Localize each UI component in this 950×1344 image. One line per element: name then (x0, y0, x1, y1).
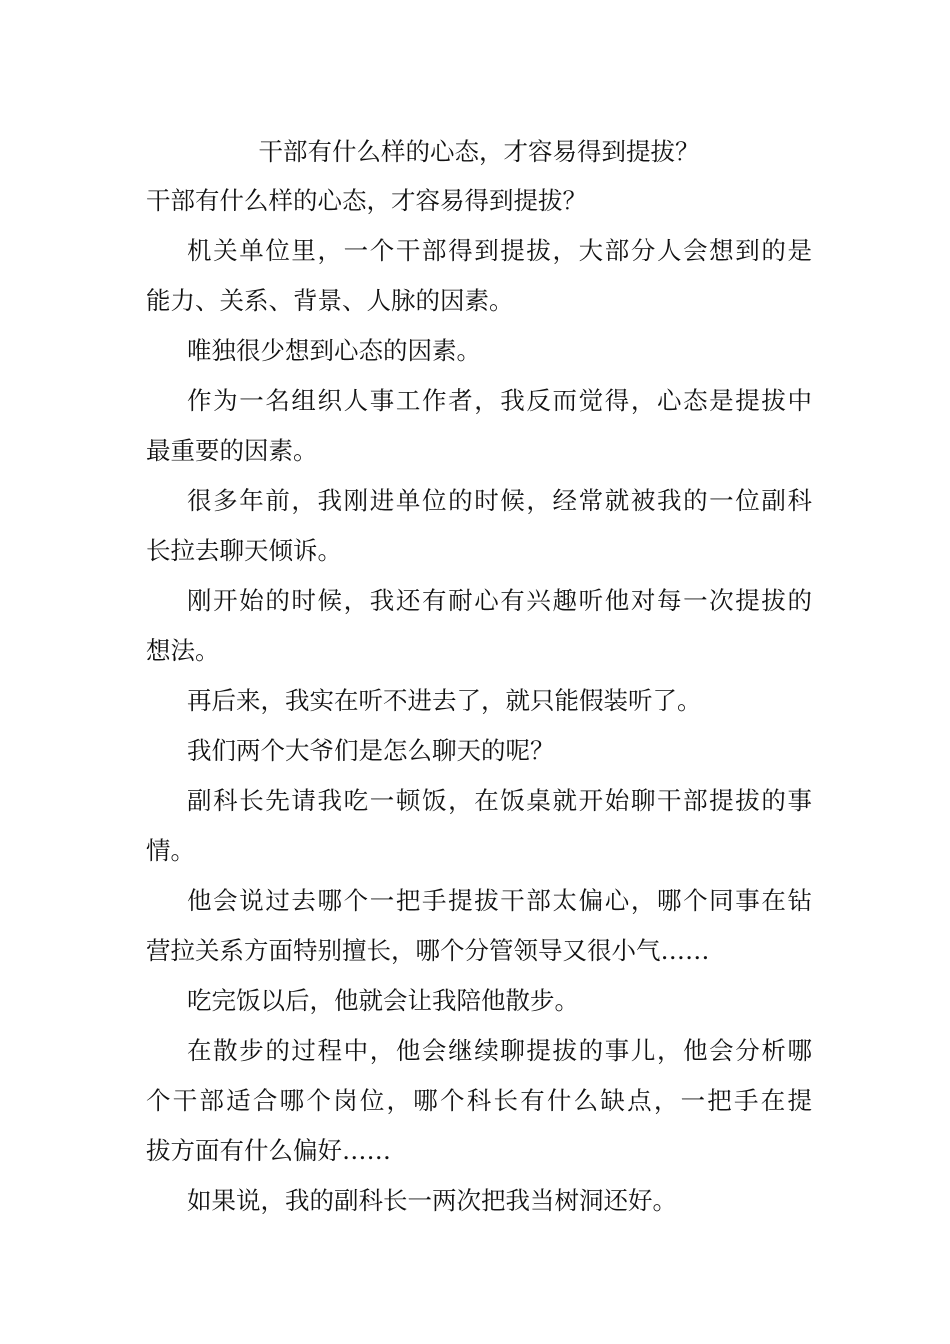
paragraph-line: 再后来，我实在听不进去了，就只能假装听了。 (187, 686, 702, 715)
paragraph-line: 我们两个大爷们是怎么聊天的呢？ (187, 736, 555, 765)
paragraph-line: 拔方面有什么偏好…… (146, 1136, 391, 1165)
paragraph-line: 机关单位里，一个干部得到提拔，大部分人会想到的是 (187, 236, 812, 265)
paragraph-line: 唯独很少想到心态的因素。 (187, 336, 481, 365)
paragraph-line: 他会说过去哪个一把手提拔干部太偏心，哪个同事在钻 (187, 886, 812, 915)
paragraph-line: 长拉去聊天倾诉。 (146, 536, 342, 565)
repeated-title-line: 干部有什么样的心态，才容易得到提拔？ (146, 186, 587, 215)
paragraph-line: 如果说，我的副科长一两次把我当树洞还好。 (187, 1186, 677, 1215)
paragraph-line: 情。 (146, 836, 195, 865)
paragraph-line: 吃完饭以后，他就会让我陪他散步。 (187, 986, 579, 1015)
paragraph-line: 副科长先请我吃一顿饭，在饭桌就开始聊干部提拔的事 (187, 786, 812, 815)
paragraph-line: 个干部适合哪个岗位，哪个科长有什么缺点，一把手在提 (146, 1086, 812, 1115)
paragraph-line: 在散步的过程中，他会继续聊提拔的事儿，他会分析哪 (187, 1036, 812, 1065)
paragraph-line: 很多年前，我刚进单位的时候，经常就被我的一位副科 (187, 486, 812, 515)
paragraph-line: 最重要的因素。 (146, 436, 318, 465)
paragraph-line: 刚开始的时候，我还有耐心有兴趣听他对每一次提拔的 (187, 586, 812, 615)
document-heading: 干部有什么样的心态，才容易得到提拔？ (258, 137, 700, 166)
paragraph-line: 能力、关系、背景、人脉的因素。 (146, 286, 514, 315)
paragraph-line: 作为一名组织人事工作者，我反而觉得，心态是提拔中 (187, 386, 812, 415)
paragraph-line: 想法。 (146, 636, 220, 665)
paragraph-line: 营拉关系方面特别擅长，哪个分管领导又很小气…… (146, 936, 710, 965)
